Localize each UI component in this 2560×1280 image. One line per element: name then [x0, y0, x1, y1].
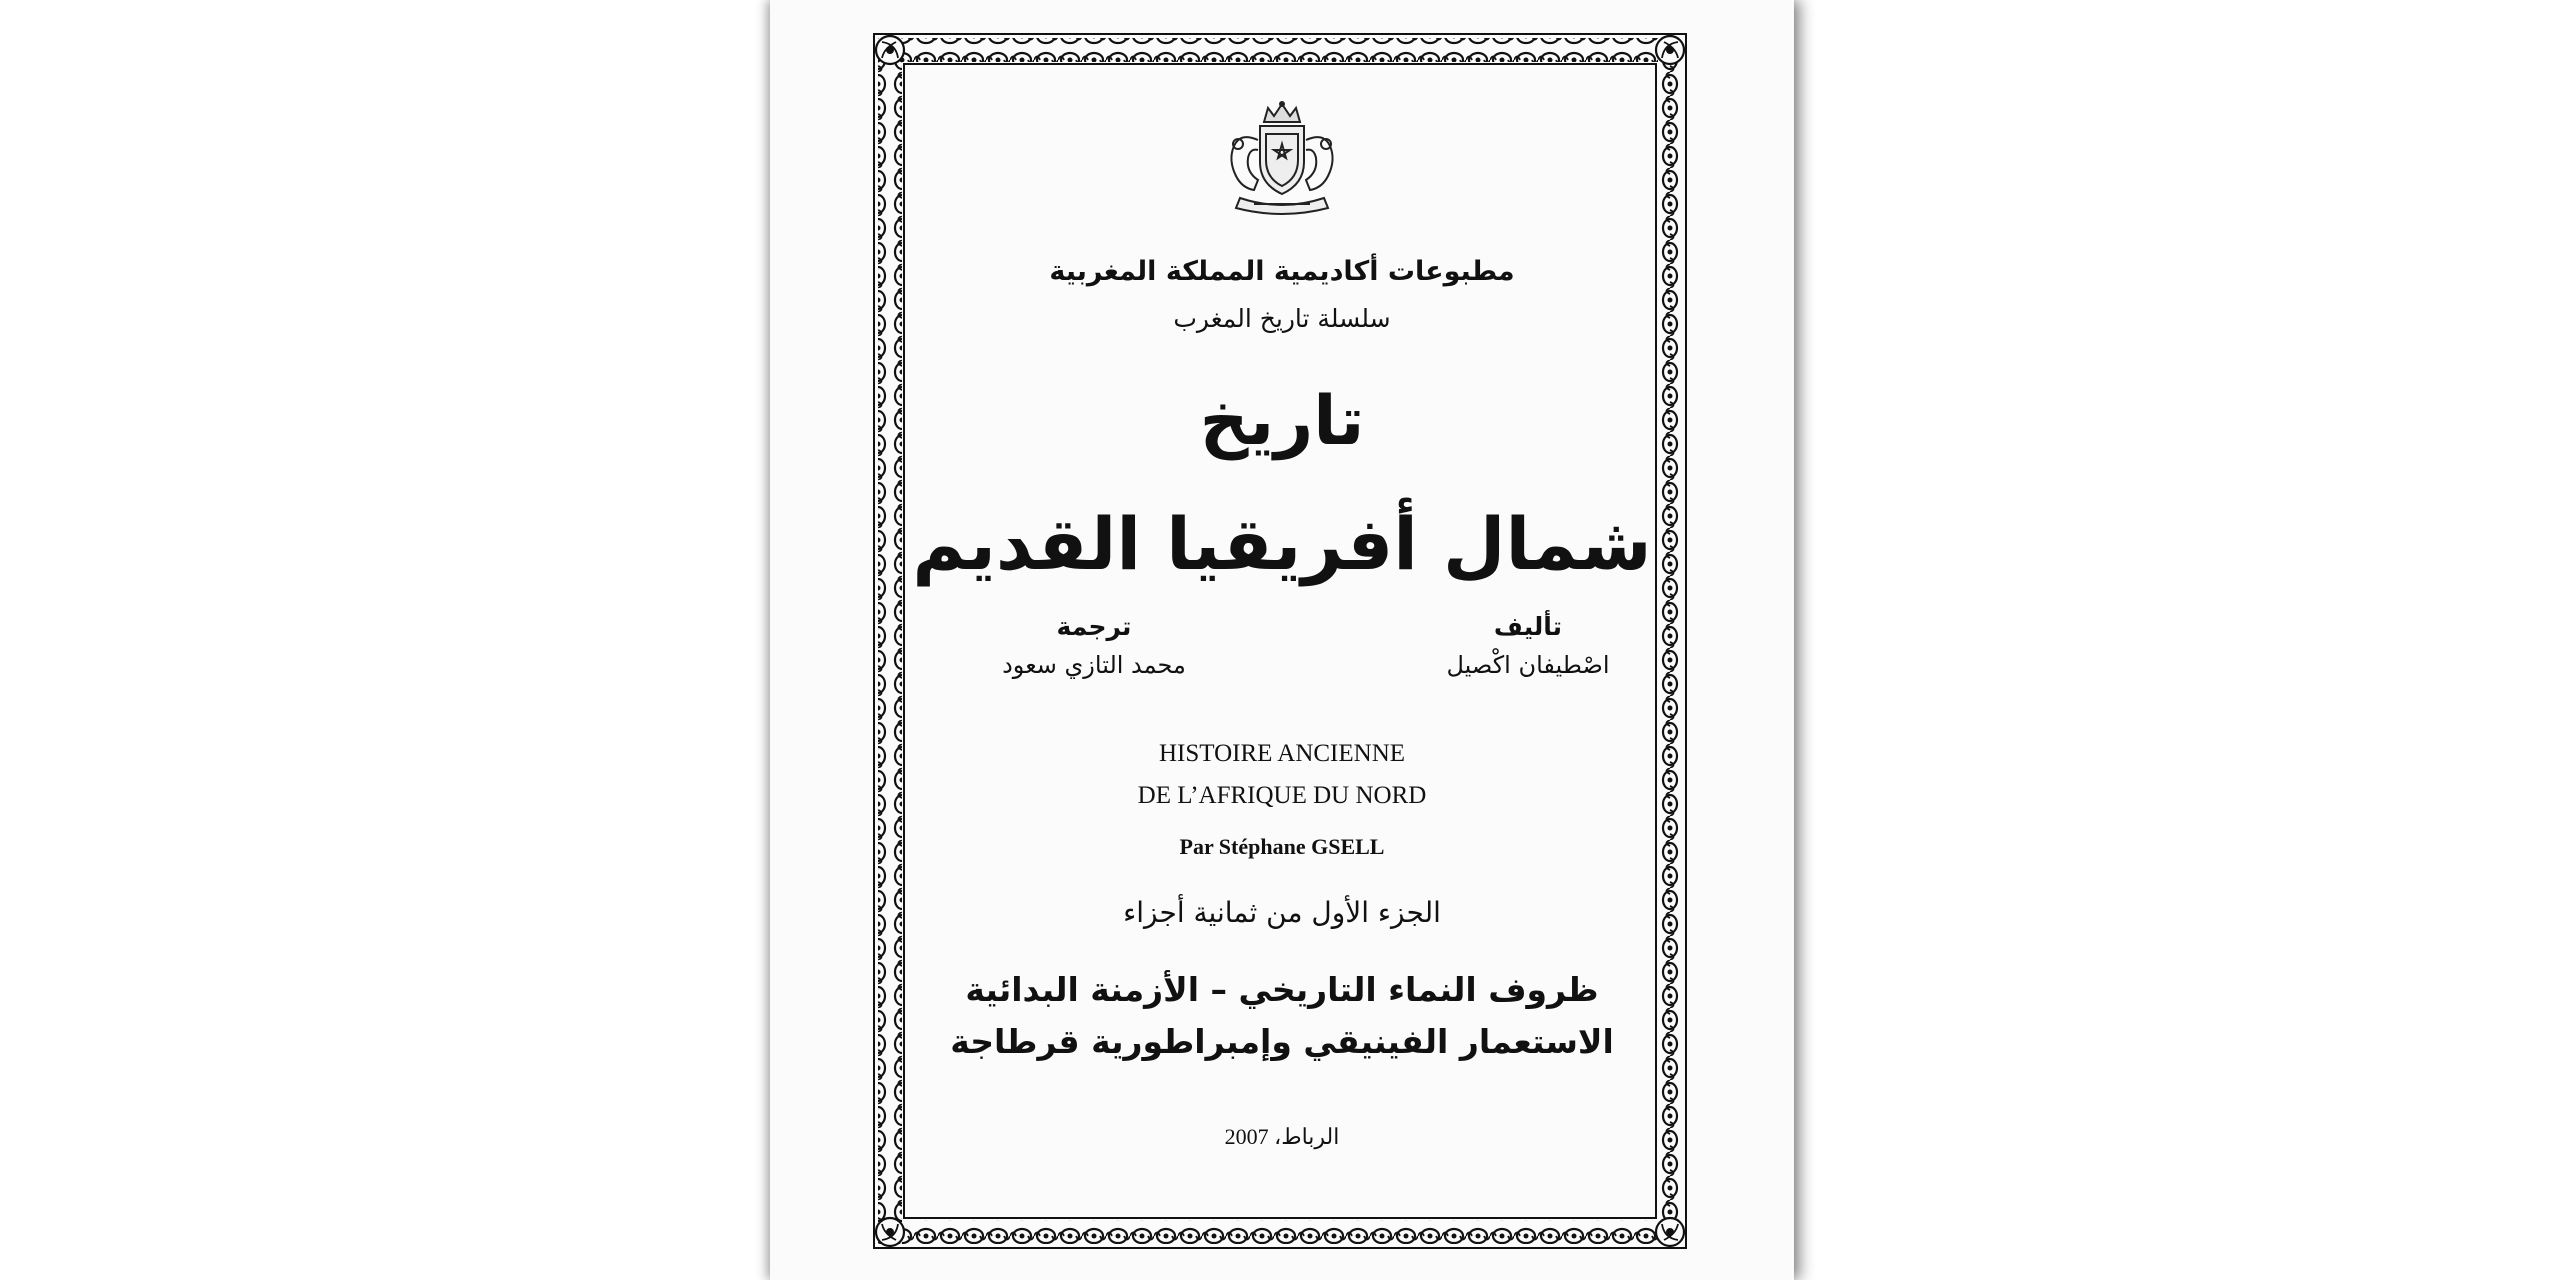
french-title-line-2: DE L’AFRIQUE DU NORD — [1137, 782, 1427, 809]
series-name: سلسلة تاريخ المغرب — [1173, 304, 1391, 333]
subtitle-line-1: ظروف النماء التاريخي – الأزمنة البدائية — [965, 970, 1599, 1009]
translator-name: محمد التازي سعود — [1002, 651, 1186, 679]
author-block — [1398, 612, 1658, 679]
title-page — [770, 0, 1794, 1280]
place-and-date: الرباط، 2007 — [1224, 1124, 1340, 1149]
french-title-line-1: HISTOIRE ANCIENNE — [1158, 740, 1406, 767]
book-title-line-2: شمال أفريقيا القديم — [912, 502, 1652, 586]
coat-of-arms-emblem — [1210, 100, 1354, 218]
french-author: Par Stéphane GSELL — [1179, 834, 1385, 859]
publisher-name: مطبوعات أكاديمية المملكة المغربية — [1049, 256, 1515, 287]
subtitle-line-2: الاستعمار الفينيقي وإمبراطورية قرطاجة — [950, 1022, 1614, 1061]
author-name: اصْطيفان اكْصيل — [1446, 651, 1610, 679]
volume-note: الجزء الأول من ثمانية أجزاء — [1123, 896, 1441, 929]
translator-heading: ترجمة — [1056, 612, 1132, 641]
translator-block — [964, 612, 1224, 679]
author-heading: تأليف — [1493, 612, 1563, 641]
book-title-line-1: تاريخ — [1199, 382, 1365, 461]
